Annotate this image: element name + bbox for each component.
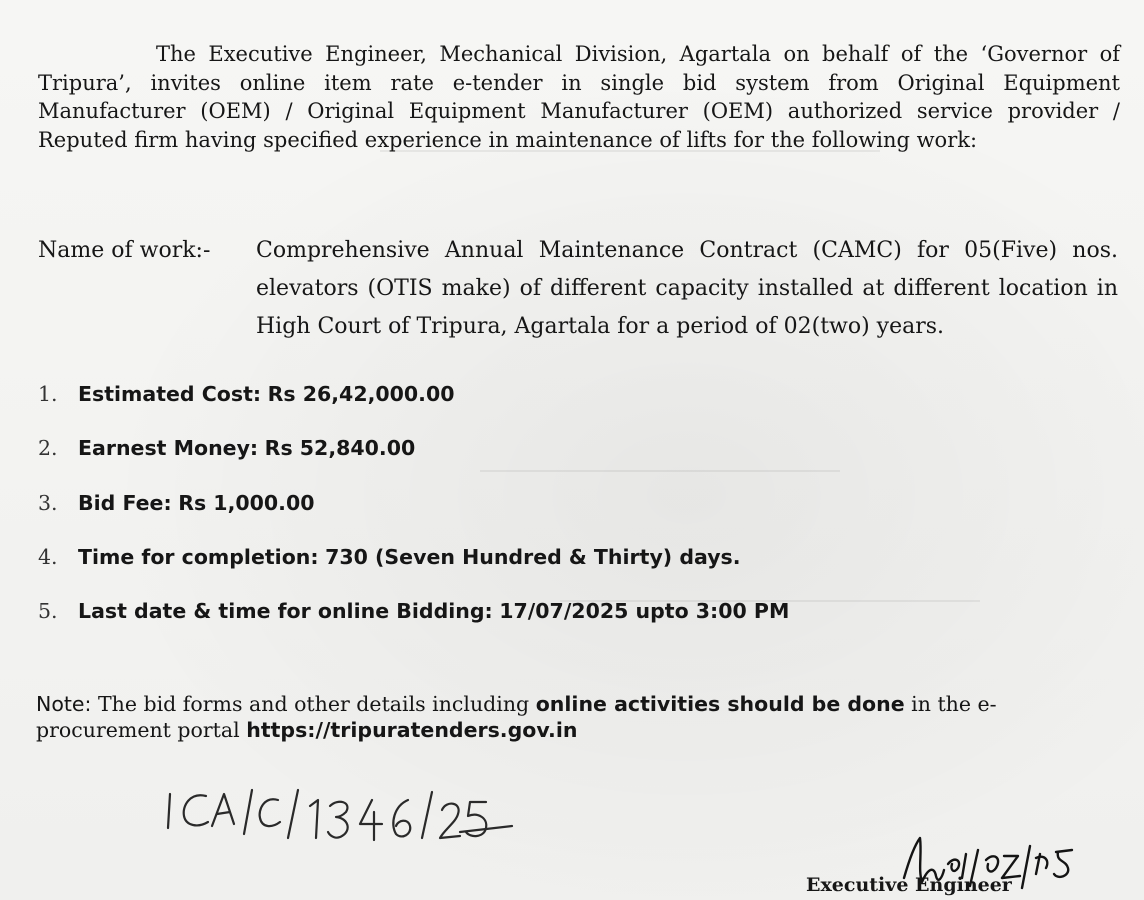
list-number: 5.: [38, 599, 58, 624]
handwritten-reference-number: [160, 772, 520, 852]
detail-value: Rs 1,000.00: [178, 490, 315, 515]
list-number: 2.: [38, 436, 58, 461]
note-text-continued: in the e-procurement portal: [36, 692, 997, 742]
note-paragraph: [36, 691, 1096, 743]
name-of-work-label: Name of work:-: [38, 238, 211, 263]
detail-value: 17/07/2025 upto 3:00 PM: [499, 599, 790, 624]
signatory-title: Executive Engineer: [806, 874, 1012, 896]
detail-label: Time for completion:: [78, 544, 319, 569]
detail-label: Bid Fee:: [78, 490, 172, 515]
detail-value: 730 (Seven Hundred & Thirty) days.: [325, 544, 741, 569]
detail-label: Last date & time for online Bidding:: [78, 599, 493, 624]
detail-earnest-money: [38, 434, 789, 462]
tender-details-list: [38, 380, 789, 651]
list-number: 3.: [38, 490, 58, 515]
note-prefix: Note:: [36, 692, 92, 716]
list-number: 1.: [38, 382, 58, 406]
detail-label: Estimated Cost:: [78, 382, 262, 406]
list-number: 4.: [38, 544, 58, 569]
portal-url: https://tripuratenders.gov.in: [246, 718, 578, 742]
detail-value: Rs 26,42,000.00: [267, 382, 455, 406]
detail-label: Earnest Money:: [78, 436, 259, 461]
detail-last-date: [38, 597, 789, 625]
intro-paragraph: The Executive Engineer, Mechanical Division, Agartala on behalf of the ‘Governor of Tripura’, invites online item rate e-tender in single bid system from Original Equipment Manufacturer (OEM) / Original Equipment Manufacturer (OEM) authorized service provider / Reputed firm having specified experience in maintenance of lifts for the following work:: [38, 42, 1120, 152]
detail-bid-fee: [38, 489, 789, 517]
note-emphasis: online activities should be done: [535, 692, 905, 716]
detail-value: Rs 52,840.00: [264, 436, 416, 461]
detail-time-for-completion: [38, 543, 789, 571]
name-of-work-text: Comprehensive Annual Maintenance Contract (CAMC) for 05(Five) nos. elevators (OTIS make) of different capacity installed at different location in High Court of Tripura, Agartala for a period of 02(two) years.: [256, 238, 1118, 339]
detail-estimated-cost: [38, 380, 789, 408]
note-text: The bid forms and other details including: [97, 692, 530, 716]
